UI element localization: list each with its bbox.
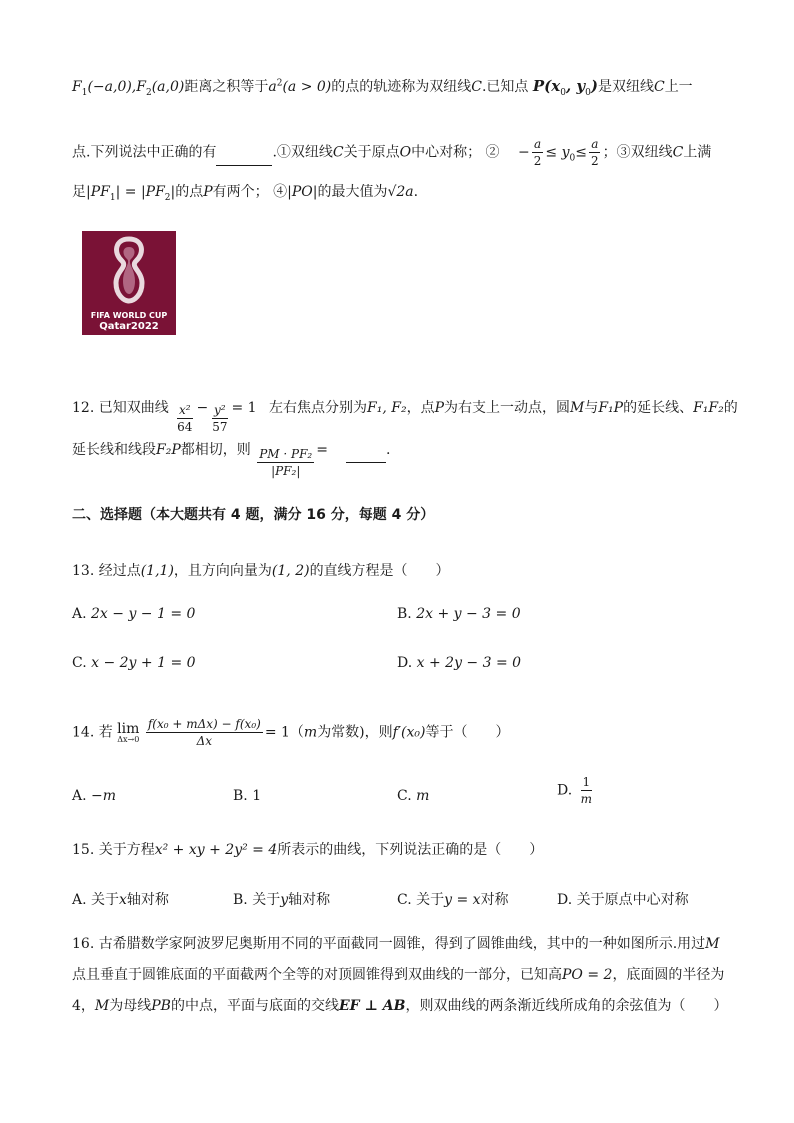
vector-fraction: $\frac{\text{PM · PF₂}}{\text{|PF₂|}}$ — [259, 447, 313, 478]
q15-option-b[interactable]: B. 关于y轴对称 — [233, 892, 331, 908]
q13-stem: 13. 经过点(1,1)，且方向向量为(1, 2)的直线方程是（ ） — [72, 563, 450, 579]
q15-stem: 15. 关于方程x² + xy + 2y² = 4所表示的曲线，下列说法正确的是（ ） — [72, 842, 544, 858]
q16-line-2: 点且垂直于圆锥底面的平面截两个全等的对顶圆锥得到双曲线的一部分，已知高PO = 2，底面圆的半径为 — [72, 967, 725, 983]
q13-option-b[interactable]: B. 2x + y − 3 = 0 — [397, 606, 521, 622]
fraction-x2-64: $\frac{\text{x²}}{64}$ — [177, 403, 193, 434]
q14-option-a[interactable]: A. −m — [72, 788, 117, 804]
p11-line-2: 点.下列说法中正确的有 .①双纽线C关于原点O中心对称； ② − $\frac{a}{2}$ ≤ $y_0\le$ $\frac{a}{2}$ ；③双纽线C上满 — [72, 137, 712, 168]
q14-option-d[interactable]: D. $\frac{1}{m}$ — [557, 775, 593, 806]
fraction-a-over-2: $\frac{a}{2}$ — [533, 137, 542, 168]
q16-line-3: 4，M为母线PB的中点，平面与底面的交线EF ⊥ AB，则双曲线的两条渐近线所成角的余弦值为（ ） — [72, 998, 728, 1014]
fraction-1-over-m: $\frac{1}{m}$ — [580, 775, 593, 806]
answer-blank — [216, 145, 272, 166]
q13-option-d[interactable]: D. x + 2y − 3 = 0 — [397, 655, 522, 671]
q15-option-c[interactable]: C. 关于y = x对称 — [397, 892, 509, 908]
fraction-a-over-2: $\frac{a}{2}$ — [590, 137, 599, 168]
q15-option-a[interactable]: A. 关于x轴对称 — [72, 892, 169, 908]
fifa-world-cup-logo: FIFA WORLD CUP Qatar2022 — [82, 231, 176, 335]
q16-line-1: 16. 古希腊数学家阿波罗尼奥斯用不同的平面截同一圆锥，得到了圆锥曲线，其中的一种如图所示.用过M — [72, 936, 720, 952]
q15-option-d[interactable]: D. 关于原点中心对称 — [557, 892, 689, 908]
p11-line-3: 足$|PF_1| = |PF_2|$的点P有两个； ④|PO|的最大值为√2a. — [72, 184, 419, 203]
q14-stem: 14. 若 lim Δx→0 $\frac{\text{f(x₀ + mΔx) − f(x₀)}}{\Delta x}$ = 1（m为常数)，则f′(x₀)等于（ ） — [72, 717, 510, 748]
section-heading: 二、选择题（本大题共有 4 题，满分 16 分，每题 4 分） — [72, 507, 435, 523]
p11-line-1: $F_1(-a,0),F_2(a,0)$距离之积等于$a^2(a > 0)$的点的轨迹称为双纽线C.已知点 $P(x_0$, $y_0$)是双纽线C上一 — [72, 77, 693, 98]
q13-option-a[interactable]: A. 2x − y − 1 = 0 — [72, 606, 196, 622]
p12-line-1: 12. 已知双曲线 $\frac{\text{x²}}{64}$ − $\frac{\text{y²}}{57}$ = 1 左右焦点分别为F₁, F₂，点P为右支上一动点，圆M与F₁P的延长线、F₁F₂的 — [72, 400, 738, 434]
fraction-y2-57: $\frac{\text{y²}}{57}$ — [212, 403, 228, 434]
q14-option-c[interactable]: C. m — [397, 788, 430, 804]
p12-line-2: 延长线和线段F₂P都相切，则 $\frac{\text{PM · PF₂}}{\text{|PF₂|}}$ = . — [72, 442, 391, 478]
answer-blank — [346, 442, 386, 463]
limit-expression: lim Δx→0 — [117, 720, 140, 744]
difference-quotient: $\frac{\text{f(x₀ + mΔx) − f(x₀)}}{\Delta x}$ — [147, 717, 261, 748]
q13-option-c[interactable]: C. x − 2y + 1 = 0 — [72, 655, 196, 671]
q14-option-b[interactable]: B. 1 — [233, 788, 262, 804]
